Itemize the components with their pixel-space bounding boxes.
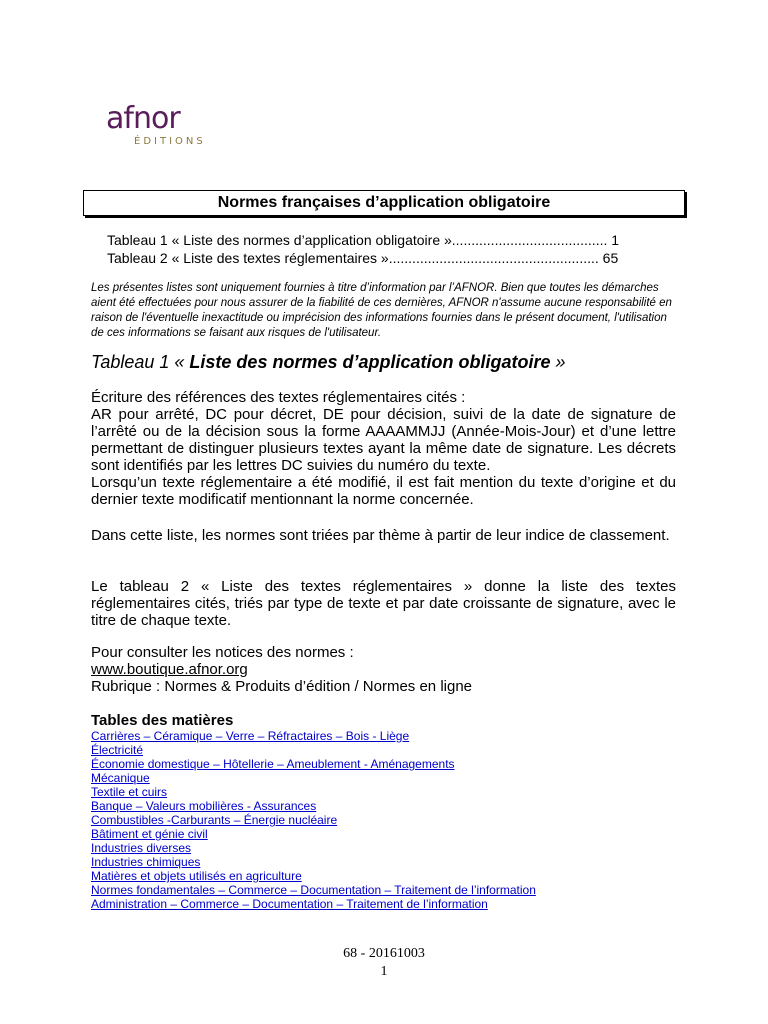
- toc-link-normes-fondamentales[interactable]: Normes fondamentales – Commerce – Documentation – Traitement de l’information: [91, 883, 536, 897]
- intro-modifications: Lorsqu’un texte réglementaire a été modifié, il est fait mention du texte d’origine et du dernier texte modificatif mentionnant la norme concernée.: [91, 474, 676, 508]
- intro-line: Écriture des références des textes réglementaires cités :: [91, 389, 466, 406]
- toc-link-batiment[interactable]: Bâtiment et génie civil: [91, 827, 208, 841]
- disclaimer: Les présentes listes sont uniquement fournies à titre d’information par l’AFNOR. Bien que toutes les démarches aient été effectuées pour nous assurer de la fiabilité de ces dernières, AFNOR n'assume aucune responsabilité en raison de l'éventuelle inexactitude ou imprécision des informations fournies dans le présent document, l'utilisation de ces informations se faisant aux risques de l'utilisateur.: [91, 282, 672, 339]
- toc-link-mecanique[interactable]: Mécanique: [91, 771, 150, 785]
- section-title-suffix: »: [550, 352, 566, 372]
- tables-matieres-list: [91, 729, 536, 911]
- section-title: [91, 352, 566, 373]
- sort-paragraph: Dans cette liste, les normes sont triées par thème à partir de leur indice de classement.: [91, 527, 670, 544]
- toc-link-banque[interactable]: Banque – Valeurs mobilières - Assurances: [91, 799, 317, 813]
- section-title-prefix: Tableau 1 «: [91, 352, 190, 372]
- rubrique-text: Rubrique : Normes & Produits d’édition / Normes en ligne: [91, 678, 473, 695]
- tables-matieres-title: Tables des matières: [91, 712, 234, 729]
- intro-paragraph: [91, 389, 676, 508]
- notices-paragraph: [91, 644, 676, 695]
- toc-link-economie-domestique[interactable]: Économie domestique – Hôtellerie – Ameublement - Aménagements: [91, 757, 455, 771]
- logo-wordmark: afnor: [106, 101, 180, 136]
- footer-reference: 68 - 20161003: [343, 946, 425, 961]
- toc-link-agriculture[interactable]: Matières et objets utilisés en agriculture: [91, 869, 302, 883]
- logo-subtitle: ÉDITIONS: [134, 136, 206, 147]
- page-number: 1: [380, 964, 388, 979]
- toc-link-textile[interactable]: Textile et cuirs: [91, 785, 168, 799]
- intro-abbreviations: AR pour arrêté, DC pour décret, DE pour décision, suivi de la date de signature de l’arrêté ou de la décision sous la forme AAAAMMJJ (Année-Mois-Jour) et d’une lettre permettant de distinguer plusieurs textes ayant la même date de signature. Les décrets sont identifiés par les lettres DC suivies du numéro du texte.: [91, 406, 676, 474]
- toc-entry-tableau-2[interactable]: Tableau 2 « Liste des textes réglementaires »...................................................... 65: [107, 250, 619, 266]
- toc-link-industries-diverses[interactable]: Industries diverses: [91, 841, 192, 855]
- afnor-logo: [106, 101, 206, 147]
- toc-link-carrieres[interactable]: Carrières – Céramique – Verre – Réfractaires – Bois - Liège: [91, 729, 410, 743]
- toc-link-administration[interactable]: Administration – Commerce – Documentation – Traitement de l’information: [91, 897, 488, 911]
- tableau2-paragraph: Le tableau 2 « Liste des textes réglementaires » donne la liste des textes réglementaires cités, triés par type de texte et par date croissante de signature, avec le titre de chaque texte.: [91, 578, 676, 629]
- document-title: Normes françaises d’application obligatoire: [83, 190, 685, 216]
- toc-link-combustibles[interactable]: Combustibles -Carburants – Énergie nucléaire: [91, 813, 338, 827]
- toc-entry-tableau-1[interactable]: Tableau 1 « Liste des normes d’application obligatoire »........................................ 1: [107, 232, 620, 248]
- notices-intro: Pour consulter les notices des normes :: [91, 644, 354, 661]
- toc-link-industries-chimiques[interactable]: Industries chimiques: [91, 855, 201, 869]
- section-title-bold: Liste des normes d’application obligatoire: [189, 352, 551, 372]
- toc-link-electricite[interactable]: Électricité: [91, 743, 144, 757]
- boutique-link[interactable]: www.boutique.afnor.org: [91, 661, 248, 678]
